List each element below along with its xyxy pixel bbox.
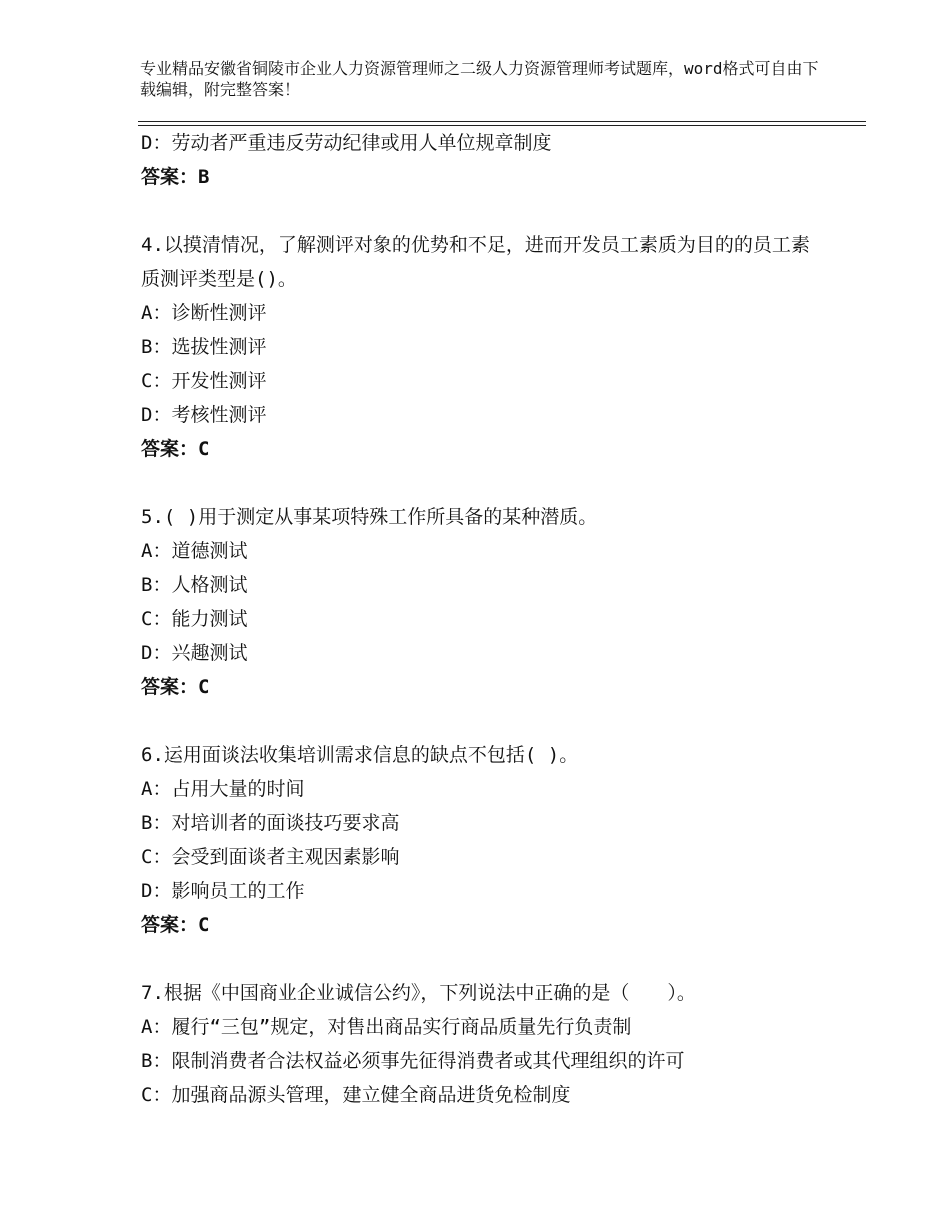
option-a: A：道德测试 — [141, 540, 248, 562]
option-d: D：兴趣测试 — [141, 642, 248, 664]
option-b: B：选拔性测评 — [141, 336, 267, 358]
header-rule-top — [138, 121, 866, 122]
answer: 答案：B — [141, 166, 210, 188]
option-b: B：限制消费者合法权益必须事先征得消费者或其代理组织的许可 — [141, 1050, 685, 1072]
question-7 — [141, 976, 821, 1112]
option-a: A：占用大量的时间 — [141, 778, 305, 800]
document-header: 专业精品安徽省铜陵市企业人力资源管理师之二级人力资源管理师考试题库，word格式可自由下载编辑，附完整答案！ — [140, 59, 819, 99]
option-d: D：影响员工的工作 — [141, 880, 305, 902]
question-6 — [141, 738, 821, 942]
option-b: B：对培训者的面谈技巧要求高 — [141, 812, 400, 834]
question-4 — [141, 228, 821, 466]
option-a: A：诊断性测评 — [141, 302, 267, 324]
answer: 答案：C — [141, 914, 210, 936]
question-stem: 4.以摸清情况，了解测评对象的优势和不足，进而开发员工素质为目的的员工素质测评类型是()。 — [141, 234, 810, 290]
option-c: C：加强商品源头管理，建立健全商品进货免检制度 — [141, 1084, 571, 1106]
option-d: D：劳动者严重违反劳动纪律或用人单位规章制度 — [141, 132, 552, 154]
question-stem: 5.( )用于测定从事某项特殊工作所具备的某种潜质。 — [141, 506, 598, 528]
option-c: C：能力测试 — [141, 608, 248, 630]
option-a: A：履行“三包”规定，对售出商品实行商品质量先行负责制 — [141, 1016, 632, 1038]
option-c: C：会受到面谈者主观因素影响 — [141, 846, 400, 868]
question-stem: 7.根据《中国商业企业诚信公约》，下列说法中正确的是（ ）。 — [141, 982, 696, 1004]
option-d: D：考核性测评 — [141, 404, 267, 426]
option-c: C：开发性测评 — [141, 370, 267, 392]
answer: 答案：C — [141, 438, 210, 460]
answer: 答案：C — [141, 676, 210, 698]
question-5 — [141, 500, 821, 704]
question-stem: 6.运用面谈法收集培训需求信息的缺点不包括( )。 — [141, 744, 579, 766]
option-b: B：人格测试 — [141, 574, 248, 596]
question-list — [141, 126, 821, 1112]
